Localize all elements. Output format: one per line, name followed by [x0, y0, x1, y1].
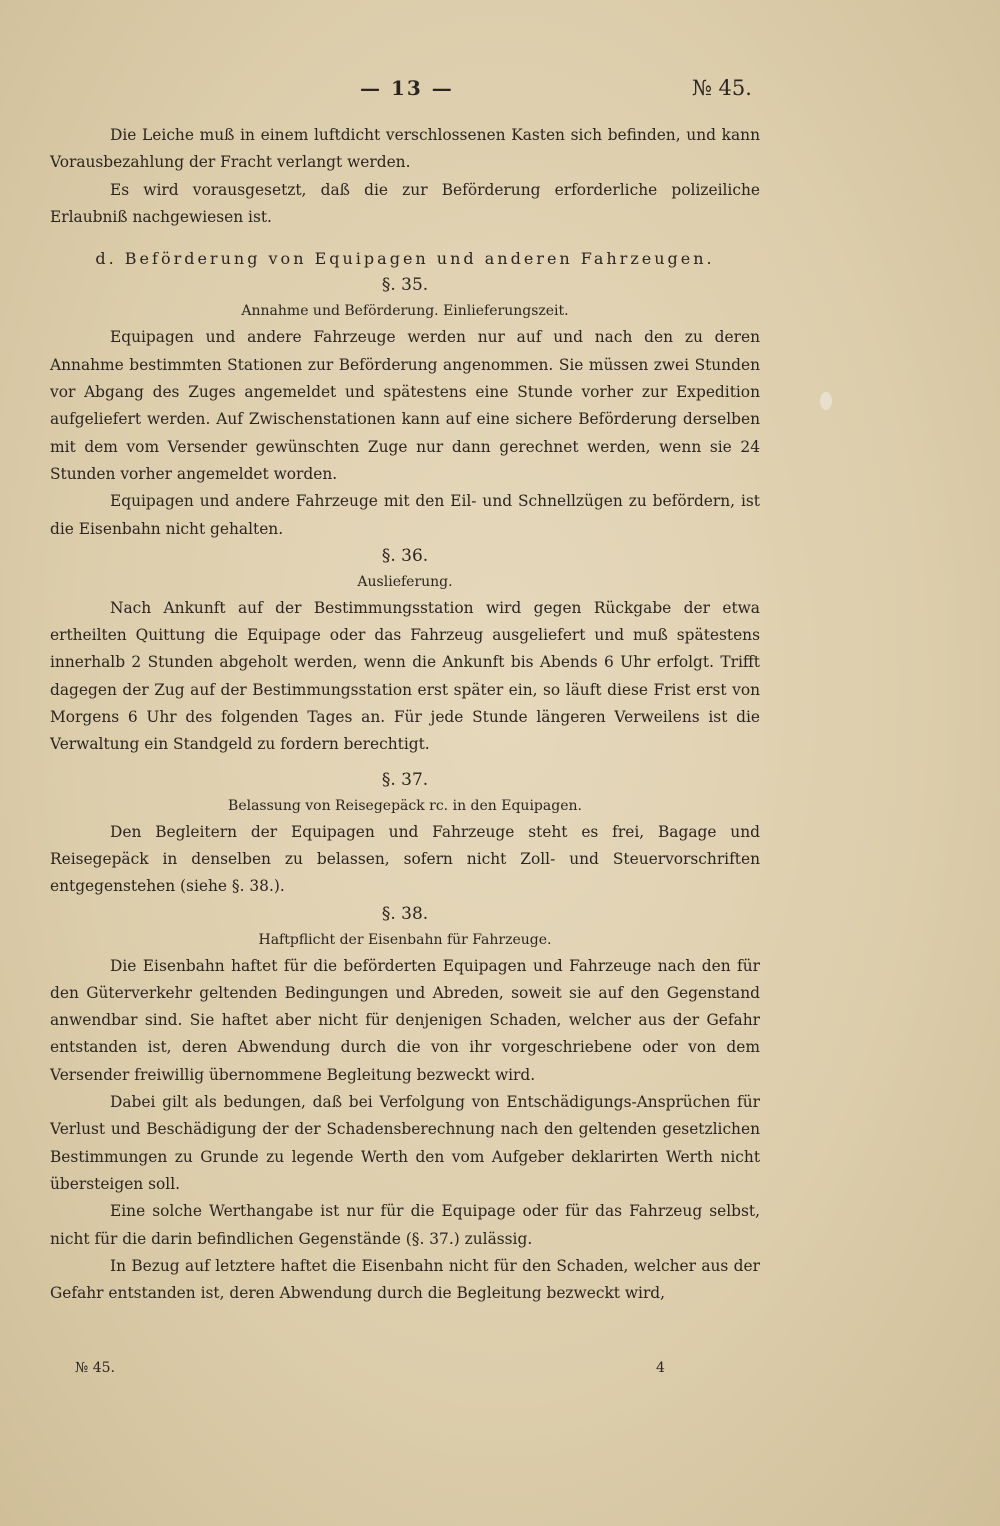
- page-number: — 13 —: [360, 76, 454, 100]
- paragraph: In Bezug auf letztere haftet die Eisenbahn nicht für den Schaden, welcher aus der Gefahr entstanden ist, deren Abwendung durch die Begleitung bezweckt wird,: [50, 1256, 760, 1303]
- paragraph: Die Eisenbahn haftet für die beförderten Equipagen und Fahrzeuge nach den für den Güterverkehr geltenden Bedingungen und Abreden, soweit sie auf den Gegenstand anwendbar sind. Sie haftet aber nicht für denjenigen Schaden, welcher aus der Gefahr entstanden ist, deren Abwendung durch die von ihr vorgeschriebene oder von dem Versender freiwillig übernommene Begleitung bezweckt wird.: [50, 956, 760, 1084]
- page-body: [50, 122, 760, 1307]
- sheet-signature: 4: [656, 1360, 665, 1376]
- paper-blemish: [820, 392, 832, 410]
- issue-number: № 45.: [692, 76, 752, 100]
- paragraph: Die Leiche muß in einem luftdicht verschlossenen Kasten sich befinden, und kann Vorausbezahlung der Fracht verlangt werden.: [50, 126, 760, 172]
- section-subtitle: Belassung von Reisegepäck rc. in den Equipagen.: [228, 797, 582, 814]
- page-footer: [0, 1360, 1000, 1390]
- paragraph: Es wird vorausgesetzt, daß die zur Beförderung erforderliche polizeiliche Erlaubniß nachgewiesen ist.: [50, 180, 760, 226]
- section-subtitle: Annahme und Beförderung. Einlieferungszeit.: [241, 303, 569, 320]
- paragraph: Nach Ankunft auf der Bestimmungsstation wird gegen Rückgabe der etwa ertheilten Quittung die Equipage oder das Fahrzeug ausgeliefert und muß spätestens innerhalb 2 Stunden abgeholt werden, wenn die Ankunft bis Abends 6 Uhr erfolgt. Trifft dagegen der Zug auf der Bestimmungsstation erst später ein, so läuft diese Frist erst von Morgens 6 Uhr des folgenden Tages an. Für jede Stunde längeren Verweilens ist die Verwaltung ein Standgeld zu fordern berechtigt.: [50, 598, 760, 754]
- section-number: §. 36.: [381, 545, 429, 566]
- paragraph: Equipagen und andere Fahrzeuge mit den Eil- und Schnellzügen zu befördern, ist die Eisenbahn nicht gehalten.: [50, 492, 760, 538]
- page-header: [0, 76, 1000, 112]
- paragraph: Equipagen und andere Fahrzeuge werden nur auf und nach den zu deren Annahme bestimmten Stationen zur Beförderung angenommen. Sie müssen zwei Stunden vor Abgang des Zuges angemeldet und spätestens eine Stunde vorher zur Expedition aufgeliefert werden. Auf Zwischenstationen kann auf eine sichere Beförderung derselben mit dem vom Versender gewünschten Zuge nur dann gerechnet werden, wenn sie 24 Stunden vorher angemeldet worden.: [50, 328, 760, 483]
- section-number: §. 38.: [381, 903, 429, 924]
- section-number: §. 35.: [381, 275, 429, 296]
- footer-issue: № 45.: [75, 1360, 115, 1376]
- section-title: d. Beförderung von Equipagen und anderen Fahrzeugen.: [95, 249, 715, 269]
- paragraph: Eine solche Werthangabe ist nur für die Equipage oder für das Fahrzeug selbst, nicht für die darin befindlichen Gegenstände (§. 37.) zulässig.: [50, 1202, 760, 1248]
- paragraph: Dabei gilt als bedungen, daß bei Verfolgung von Entschädigungs-Ansprüchen für Verlust und Beschädigung der der Schadensberechnung nach den geltenden gesetzlichen Bestimmungen zu Grunde zu legende Werth den vom Aufgeber deklarirten Werth nicht übersteigen soll.: [50, 1093, 760, 1193]
- section-subtitle: Haftpflicht der Eisenbahn für Fahrzeuge.: [258, 931, 552, 948]
- paragraph: Den Begleitern der Equipagen und Fahrzeuge steht es frei, Bagage und Reisegepäck in denselben zu belassen, sofern nicht Zoll- und Steuervorschriften entgegenstehen (siehe §. 38.).: [50, 822, 760, 896]
- section-subtitle: Auslieferung.: [357, 573, 453, 590]
- section-number: §. 37.: [381, 769, 429, 790]
